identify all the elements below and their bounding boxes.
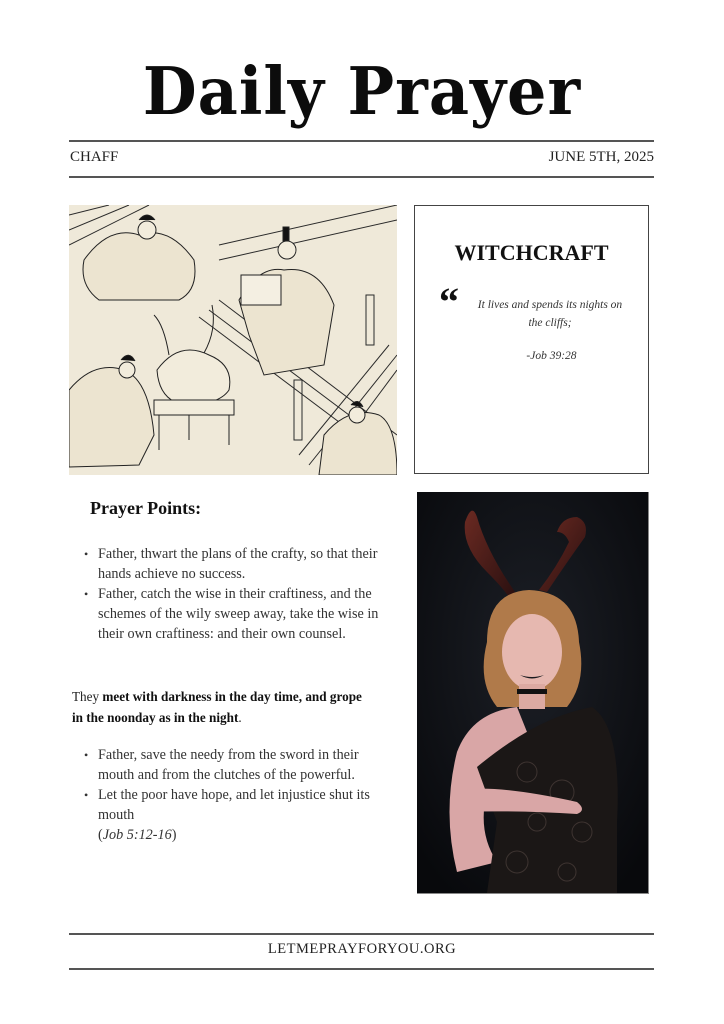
quote-mark-icon: “ — [439, 279, 459, 324]
prayer-point-text: Let the poor have hope, and let injustice shut its mouth — [98, 787, 370, 823]
quote-box-title: WITCHCRAFT — [454, 240, 609, 265]
scripture-bold-text: meet with darkness in the day time, and grope in the noonday as in the night — [72, 689, 362, 725]
illustration-drawing — [69, 205, 397, 475]
prayer-point-item: • Father, save the needy from the sword in their mouth and from the clutches of the powerful. — [98, 745, 388, 785]
footer-top-rule — [69, 933, 654, 935]
scripture-paragraph — [72, 686, 362, 728]
witchcraft-quote-box — [414, 205, 649, 474]
scripture-tail: . — [238, 710, 242, 725]
prayer-point-item: • Father, catch the wise in their craftiness, and the schemes of the wily sweep away, take the wise in their own craftiness: and their own counsel. — [98, 584, 388, 644]
footer-bottom-rule — [69, 968, 654, 970]
illustration-image — [69, 205, 397, 475]
portrait-photo — [417, 492, 649, 894]
prayer-points-list-one — [70, 544, 388, 644]
scripture-lead: They — [72, 689, 103, 704]
page-title: Daily Prayer — [142, 53, 582, 130]
scripture-reference — [98, 827, 176, 843]
quote-text: It lives and spends its nights on the cliffs; — [477, 299, 623, 329]
header-bottom-rule — [69, 176, 654, 178]
prayer-points-heading: Prayer Points: — [90, 498, 202, 518]
header-top-rule — [69, 140, 654, 142]
prayer-points-list-two — [70, 745, 388, 845]
reference-open-paren: ( — [98, 827, 103, 843]
section-label: CHAFF — [70, 149, 119, 165]
prayer-point-item: • Father, thwart the plans of the crafty, so that their hands achieve no success. — [98, 544, 388, 584]
reference-close-paren: ) — [171, 827, 177, 843]
portrait-drawing — [417, 492, 648, 893]
footer-website: LETMEPRAYFORYOU.ORG — [267, 941, 457, 957]
date-label: JUNE 5TH, 2025 — [548, 149, 654, 165]
quote-citation: -Job 39:28 — [526, 350, 577, 362]
prayer-point-item — [98, 785, 388, 845]
reference-text: Job 5:12-16 — [102, 827, 172, 843]
